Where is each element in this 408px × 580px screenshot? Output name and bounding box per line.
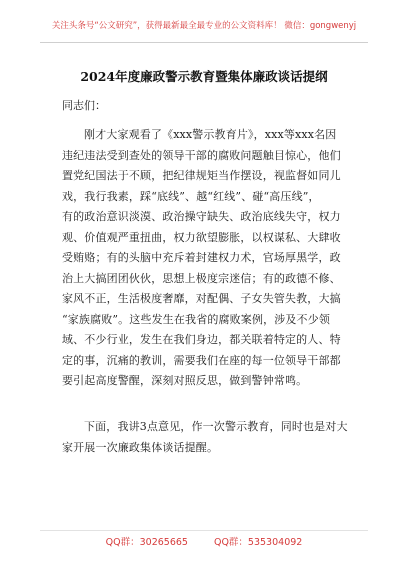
paragraph-1-line: 违纪违法受到查处的领导干部的腐败问题触目惊心，他们 [62, 148, 341, 162]
paragraph-1 [62, 125, 348, 392]
paragraph-1-line: 要引起高度警醒，深刻对照反思，做到警钟常鸣。 [62, 374, 308, 387]
paragraph-1-line: 定的事，沉痛的教训，需要我们在座的每一位领导干部都 [62, 353, 341, 367]
paragraph-1-line: 家风不正，生活极度奢靡，对配偶、子女失管失教，大搞 [62, 292, 341, 305]
footer-qq-group-1: QQ群：30265665 [105, 537, 188, 548]
footer-divider [40, 530, 368, 531]
paragraph-1-line: 受贿赂；有的头脑中充斥着封建权力术，官场厚黑学，政 [62, 251, 341, 264]
salutation: 同志们： [62, 99, 106, 112]
document-title: 2024年度廉政警示教育暨集体廉政谈话提纲 [80, 69, 328, 84]
paragraph-1-line: 戏，我行我素，踩“底线”、越“红线”、碰“高压线”， [62, 189, 320, 203]
footer-qq-group-2: QQ群：535304092 [213, 537, 303, 548]
paragraph-2-line: 家开展一次廉政集体谈话提醒。 [62, 440, 219, 454]
paragraph-1-line: 刚才大家观看了《xxx警示教育片》，xxx等xxx名因 [84, 128, 337, 141]
footer-contact [0, 536, 408, 549]
paragraph-1-line: “家族腐败”。这些发生在我省的腐败案例，涉及不少领 [62, 312, 330, 326]
paragraph-2-line: 下面，我讲3点意见，作一次警示教育，同时也是对大 [84, 420, 348, 433]
paragraph-1-line: 域、不少行业，发生在我们身边，都关联着特定的人、特 [62, 333, 341, 346]
paragraph-1-line: 治上大搞团团伙伙，思想上极度宗迷信；有的政德不修、 [62, 271, 341, 285]
header-banner: 关注头条号“公文研究”，获得最新最全最专业的公文资料库！ 微信：gongwenyj [51, 21, 357, 31]
paragraph-1-line: 观、价值观严重扭曲，权力欲望膨胀，以权谋私、大肆收 [62, 230, 341, 244]
paragraph-1-line: 置党纪国法于不顾，把纪律规矩当作摆设，视监督如同儿 [62, 169, 341, 182]
paragraph-1-line: 有的政治意识淡漠、政治操守缺失、政治底线失守，权力 [62, 210, 341, 223]
header-divider [40, 42, 368, 43]
paragraph-2 [62, 417, 348, 458]
